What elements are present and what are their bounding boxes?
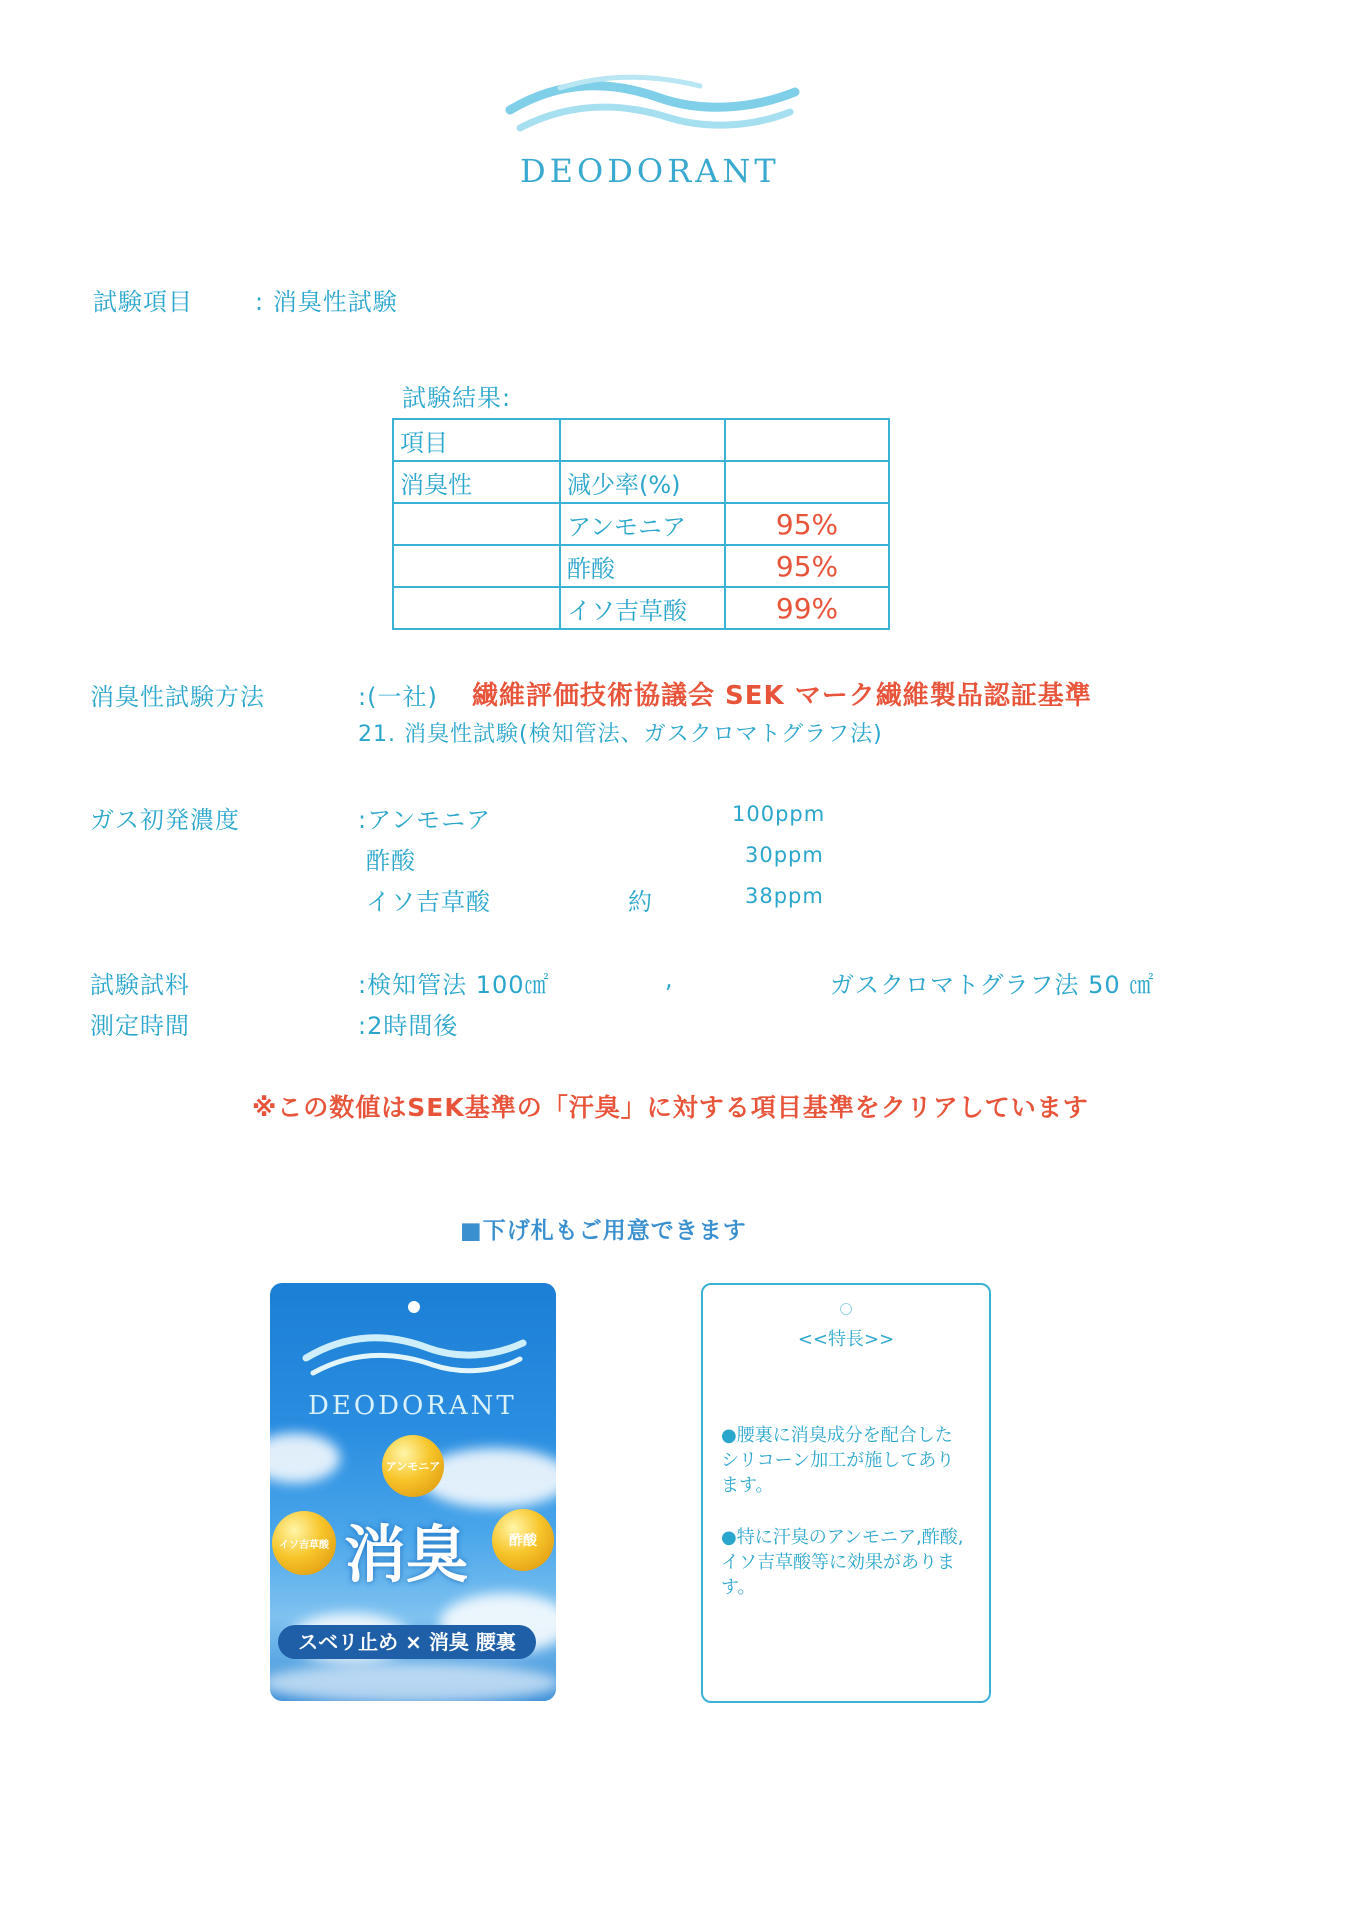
wave-logo-icon <box>298 1323 528 1383</box>
table-row <box>393 545 889 587</box>
table-cell: 95% <box>725 503 889 545</box>
table-cell <box>725 461 889 503</box>
time-label: 測定時間 <box>90 1012 190 1040</box>
results-table <box>392 418 890 630</box>
table-cell: アンモニア <box>560 503 725 545</box>
front-hang-tag <box>270 1283 556 1701</box>
sample-label: 試験試料 <box>90 971 190 999</box>
gas-value: 100ppm <box>732 802 826 826</box>
time-value: :2時間後 <box>358 1012 459 1040</box>
hole-icon <box>408 1301 420 1313</box>
tags-heading: ■下げ札もご用意できます <box>460 1218 747 1244</box>
test-item-label: 試験項目 <box>93 288 193 316</box>
method-label: 消臭性試験方法 <box>90 683 265 711</box>
table-cell: 酢酸 <box>560 545 725 587</box>
tag-back-bullet-2: ●特に汗臭のアンモニア,酢酸, イソ吉草酸等に効果があります。 <box>721 1527 964 1598</box>
gas-value: 38ppm <box>745 884 824 908</box>
gas-label: ガス初発濃度 <box>90 806 240 834</box>
table-row <box>393 419 889 461</box>
sample-sep: , <box>665 965 674 993</box>
tag-logo-text: DEODORANT <box>308 1391 517 1421</box>
table-row <box>393 503 889 545</box>
table-cell: 減少率(%) <box>560 461 725 503</box>
method-prefix: :(一社) <box>358 683 438 711</box>
tag-back-bullet-1: ●腰裏に消臭成分を配合したシリコーン加工が施してあります。 <box>721 1425 955 1496</box>
back-hang-tag <box>701 1283 991 1703</box>
sample-value-1: :検知管法 100㎠ <box>358 971 550 999</box>
sample-value-2: ガスクロマトグラフ法 50 ㎠ <box>830 971 1155 999</box>
test-item-value: : 消臭性試験 <box>255 288 398 316</box>
table-row <box>393 587 889 629</box>
table-cell <box>393 545 560 587</box>
wave-logo-icon <box>500 70 800 140</box>
tag-big-text: 消臭 <box>344 1518 469 1591</box>
table-cell: 項目 <box>393 419 560 461</box>
method-org: 繊維評価技術協議会 SEK マーク繊維製品認証基準 <box>472 681 1092 711</box>
gas-approx: 約 <box>628 888 653 916</box>
tag-footer-badge: スベリ止め × 消臭 腰裏 <box>278 1625 536 1659</box>
gas-name: イソ吉草酸 <box>366 888 491 916</box>
tag-back-title: <<特長>> <box>797 1329 895 1350</box>
table-cell: 95% <box>725 545 889 587</box>
table-cell <box>393 503 560 545</box>
orb-acetic: 酢酸 <box>492 1509 554 1571</box>
table-cell: 消臭性 <box>393 461 560 503</box>
table-cell: 99% <box>725 587 889 629</box>
table-cell <box>560 419 725 461</box>
table-cell <box>393 587 560 629</box>
gas-name: :アンモニア <box>358 806 492 834</box>
table-cell: イソ吉草酸 <box>560 587 725 629</box>
logo-text: DEODORANT <box>520 152 780 190</box>
hole-icon <box>840 1303 852 1315</box>
method-detail: 21. 消臭性試験(検知管法、ガスクロマトグラフ法) <box>358 722 883 747</box>
gas-value: 30ppm <box>745 843 824 867</box>
notice-text: ※この数値はSEK基準の「汗臭」に対する項目基準をクリアしています <box>252 1093 1089 1122</box>
results-caption: 試験結果: <box>402 384 512 412</box>
orb-isovaleric: イソ吉草酸 <box>272 1511 336 1575</box>
table-cell <box>725 419 889 461</box>
gas-name: 酢酸 <box>366 847 416 875</box>
orb-ammonia: アンモニア <box>382 1435 444 1497</box>
table-row <box>393 461 889 503</box>
